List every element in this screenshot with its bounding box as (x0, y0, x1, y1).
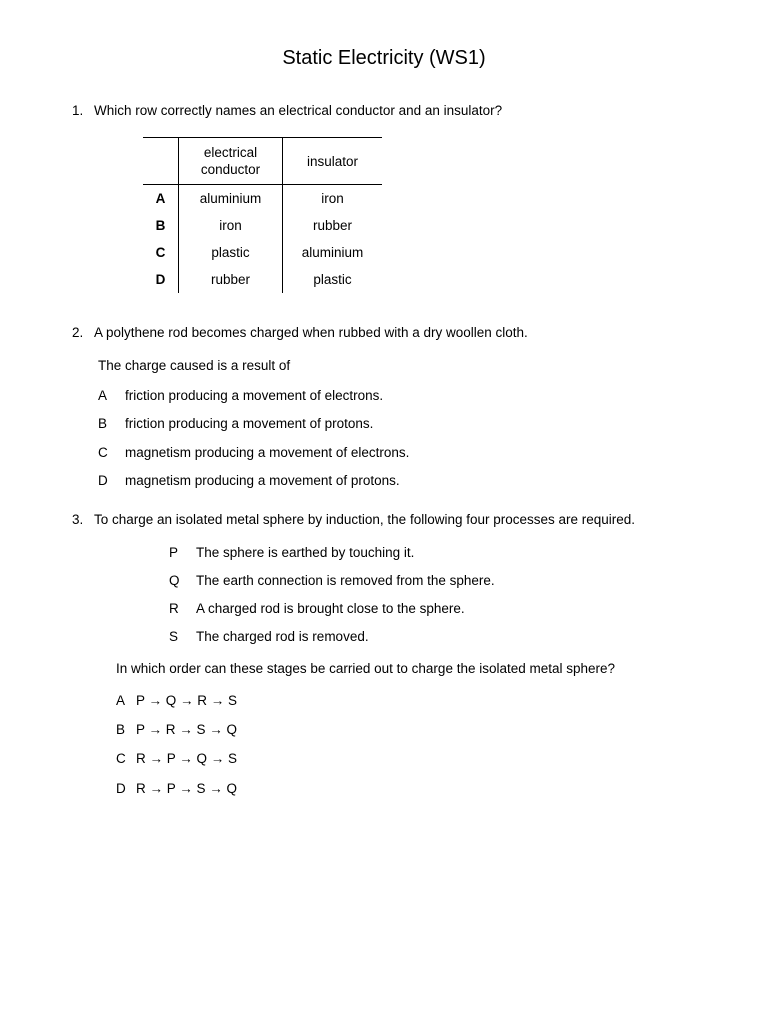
answer-option (116, 750, 237, 768)
option-text: friction producing a movement of protons. (125, 416, 374, 431)
table-row (143, 239, 382, 266)
row-conductor: aluminium (179, 185, 283, 213)
row-conductor: plastic (179, 239, 283, 266)
option-text: friction producing a movement of electrons. (125, 388, 384, 403)
table-header-conductor (179, 138, 283, 185)
row-conductor: iron (179, 212, 283, 239)
process-item (169, 600, 465, 618)
row-letter: C (143, 239, 179, 266)
process-letter: P (169, 545, 179, 560)
answer-option (98, 472, 400, 490)
process-text: The sphere is earthed by touching it. (196, 545, 415, 560)
question-text: A polythene rod becomes charged when rubbed with a dry woollen cloth. (94, 325, 528, 340)
answer-option (98, 444, 409, 462)
answer-option (116, 780, 237, 798)
table-header-row (143, 138, 382, 185)
question-number: 1. (72, 103, 84, 118)
question-number: 3. (72, 512, 84, 527)
answer-table (143, 137, 382, 293)
answer-option (116, 692, 237, 710)
option-letter: A (98, 388, 108, 403)
question-3 (72, 511, 635, 529)
option-text: P → Q → R → S (136, 693, 238, 708)
process-item (169, 572, 495, 590)
question-stem: The charge caused is a result of (98, 358, 291, 373)
option-letter: B (116, 722, 126, 737)
question-1 (72, 102, 502, 120)
process-item (169, 544, 414, 562)
row-letter: D (143, 266, 179, 293)
answer-option (98, 387, 383, 405)
table-row (143, 266, 382, 293)
process-item (169, 628, 369, 646)
row-insulator: aluminium (301, 245, 364, 260)
option-letter: D (98, 473, 108, 488)
question-2 (72, 324, 528, 342)
row-conductor: rubber (179, 266, 283, 293)
header-line: conductor (200, 162, 261, 177)
option-text: P → R → S → Q (136, 722, 238, 737)
row-insulator: rubber (312, 218, 353, 233)
question-text: Which row correctly names an electrical conductor and an insulator? (94, 103, 503, 118)
header-line: electrical (203, 145, 258, 160)
table-row (143, 185, 382, 213)
option-text: magnetism producing a movement of protons. (125, 473, 400, 488)
option-text: magnetism producing a movement of electrons. (125, 445, 410, 460)
row-insulator: iron (321, 191, 344, 206)
table-row (143, 212, 382, 239)
option-letter: D (116, 781, 126, 796)
option-letter: A (116, 693, 126, 708)
answer-option (98, 415, 373, 433)
row-insulator: plastic (313, 272, 352, 287)
table-header-cell (143, 138, 179, 185)
option-text: R → P → S → Q (136, 781, 238, 796)
page-title: Static Electricity (WS1) (282, 47, 486, 69)
row-letter: A (143, 185, 179, 213)
question-stem: In which order can these stages be carried out to charge the isolated metal sphere? (116, 661, 616, 676)
question-text: To charge an isolated metal sphere by induction, the following four processes are required. (94, 512, 636, 527)
process-letter: S (169, 629, 179, 644)
option-letter: C (116, 751, 126, 766)
row-letter: B (143, 212, 179, 239)
process-letter: R (169, 601, 179, 616)
process-text: A charged rod is brought close to the sphere. (196, 601, 465, 616)
answer-option (116, 721, 237, 739)
option-text: R → P → Q → S (136, 751, 238, 766)
option-letter: B (98, 416, 108, 431)
process-text: The earth connection is removed from the sphere. (196, 573, 495, 588)
table-header-insulator: insulator (283, 138, 383, 185)
process-letter: Q (169, 573, 180, 588)
option-letter: C (98, 445, 108, 460)
process-text: The charged rod is removed. (196, 629, 369, 644)
question-number: 2. (72, 325, 84, 340)
